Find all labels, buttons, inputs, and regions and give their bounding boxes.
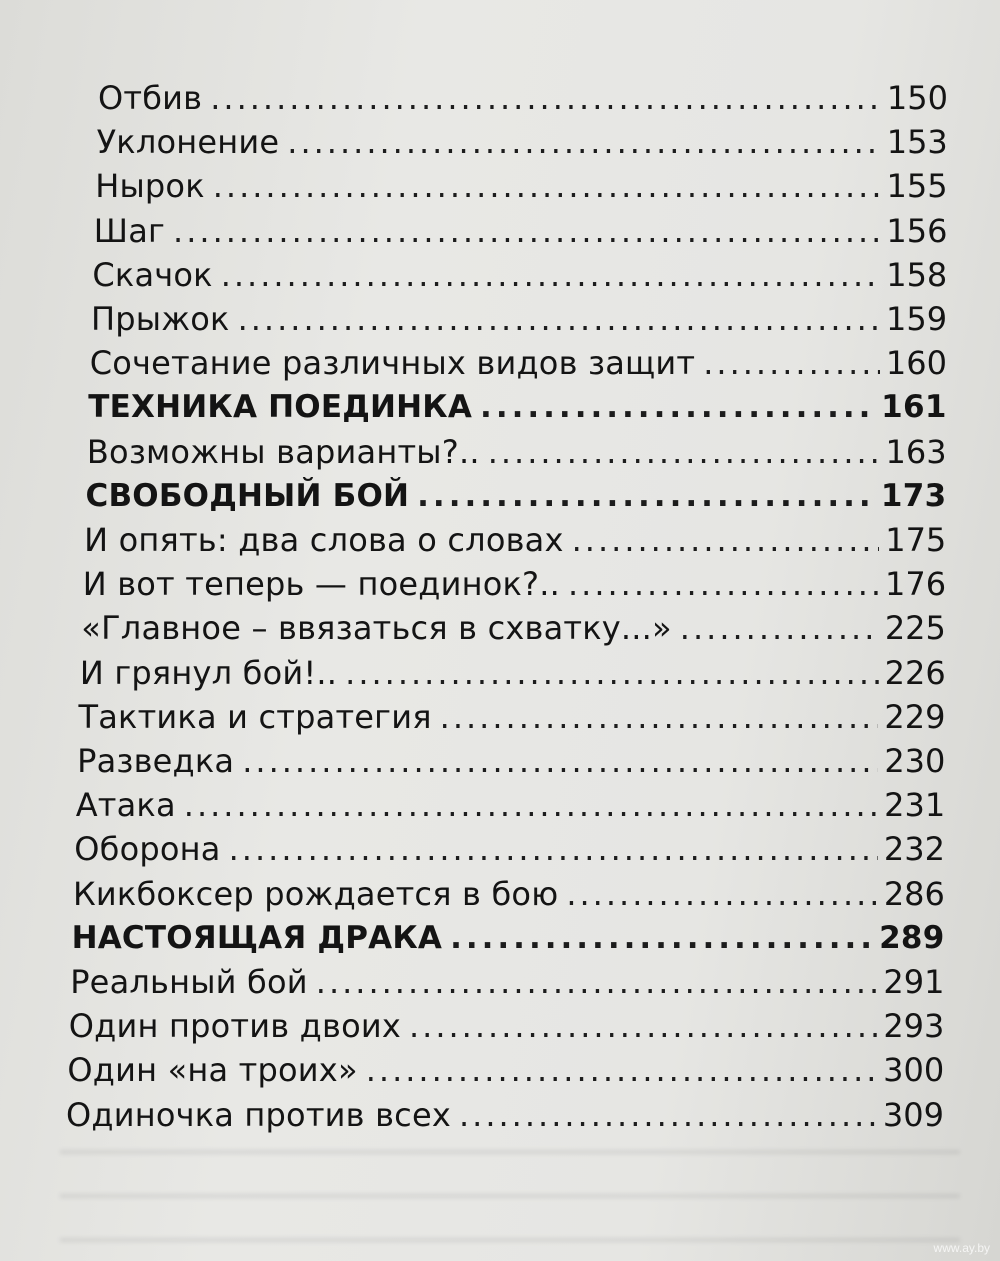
- toc-entry: [81, 606, 946, 650]
- toc-entry: [84, 518, 946, 562]
- toc-entry-page-number: 159: [886, 300, 948, 338]
- show-through-text: [60, 1120, 960, 1260]
- dot-leader: [572, 518, 880, 562]
- dot-leader: [345, 651, 878, 695]
- toc-entry-title: Скачок: [92, 255, 213, 294]
- toc-entry-page-number: 163: [885, 432, 947, 471]
- dot-leader: [184, 783, 878, 827]
- toc-entry: [79, 695, 946, 739]
- dot-leader: [366, 1048, 877, 1092]
- dot-leader: [173, 209, 880, 253]
- dot-leader: [210, 76, 881, 120]
- dot-leader: [488, 430, 880, 474]
- toc-entry-page-number: 226: [884, 653, 946, 692]
- toc-entry-title: Сочетание различных видов защит: [89, 344, 696, 383]
- dot-leader: [703, 341, 880, 385]
- toc-entry-title: СВОБОДНЫЙ БОЙ: [85, 477, 410, 514]
- toc-entry: [91, 297, 947, 341]
- toc-entry: [95, 164, 947, 208]
- dot-leader: [480, 385, 875, 429]
- toc-entry: [74, 827, 945, 871]
- toc-entry: [92, 253, 947, 297]
- toc-entry-page-number: 293: [883, 1007, 945, 1046]
- toc-entry: [76, 783, 946, 827]
- toc-entry: [87, 430, 947, 474]
- dot-leader: [229, 827, 878, 871]
- dot-leader: [440, 695, 879, 739]
- toc-entry-page-number: 229: [884, 697, 946, 736]
- toc-entry-title: Одиночка против всех: [66, 1095, 451, 1134]
- toc-entry: [98, 76, 948, 120]
- toc-entry-page-number: 153: [886, 123, 948, 162]
- toc-entry-page-number: 230: [884, 742, 946, 780]
- toc-entry: [77, 739, 945, 783]
- toc-entry-page-number: 291: [883, 963, 945, 1001]
- dot-leader: [316, 960, 878, 1004]
- toc-entry-page-number: 160: [885, 344, 947, 383]
- dot-leader: [213, 164, 881, 208]
- dot-leader: [221, 253, 881, 297]
- dot-leader: [568, 562, 879, 606]
- toc-entry-title: И вот теперь — поединок?..: [82, 565, 560, 604]
- toc-entry-page-number: 155: [886, 167, 948, 206]
- toc-entry-title: И опять: два слова о словах: [84, 521, 564, 559]
- toc-entry-page-number: 309: [882, 1095, 944, 1134]
- toc-entry-title: Атака: [75, 786, 176, 825]
- toc-entry-title: Нырок: [95, 167, 205, 206]
- toc-entry: [67, 1048, 944, 1092]
- dot-leader: [417, 474, 875, 518]
- toc-entry-page-number: 175: [885, 521, 947, 559]
- dot-leader: [450, 916, 873, 960]
- toc-entry-page-number: 300: [883, 1051, 945, 1090]
- toc-section-entry: [88, 385, 947, 429]
- toc-entry-title: «Главное – ввязаться в схватку...»: [81, 609, 672, 648]
- toc-entry-title: НАСТОЯЩАЯ ДРАКА: [71, 919, 443, 956]
- toc-section-entry: [72, 916, 945, 960]
- toc-section-entry: [86, 474, 947, 518]
- toc-entry-title: Шаг: [93, 211, 166, 250]
- dot-leader: [566, 872, 877, 916]
- toc-entry-title: Реальный бой: [70, 963, 308, 1001]
- dot-leader: [680, 606, 879, 650]
- toc-entry-title: Возможны варианты?..: [86, 432, 480, 471]
- toc-entry-page-number: 286: [883, 874, 945, 913]
- toc-entry: [90, 341, 947, 385]
- toc-entry-title: Прыжок: [91, 300, 230, 338]
- toc-entry: [69, 1004, 945, 1048]
- toc-entry: [70, 960, 944, 1004]
- toc-entry-page-number: 232: [883, 830, 945, 869]
- toc-entry-page-number: 156: [886, 211, 948, 250]
- toc-entry-title: ТЕХНИКА ПОЕДИНКА: [88, 389, 473, 426]
- toc-entry-page-number: 231: [884, 786, 946, 825]
- toc-entry-page-number: 161: [881, 389, 947, 426]
- dot-leader: [409, 1004, 877, 1048]
- toc-entry-title: Один «на троих»: [67, 1051, 358, 1090]
- toc-entry: [73, 872, 945, 916]
- toc-entry-title: Отбив: [98, 79, 203, 117]
- dot-leader: [238, 297, 880, 341]
- toc-entry-title: Уклонение: [96, 123, 280, 162]
- toc-entry-page-number: 289: [879, 919, 945, 956]
- dot-leader: [287, 120, 880, 164]
- watermark: www.ay.by: [933, 1241, 990, 1255]
- toc-entry-title: Кикбоксер рождается в бою: [73, 874, 559, 913]
- toc-entry-title: И грянул бой!..: [79, 653, 338, 692]
- toc-entry: [94, 209, 948, 253]
- toc-entry-title: Тактика и стратегия: [78, 697, 432, 736]
- toc-entry-title: Оборона: [74, 830, 221, 869]
- dot-leader: [242, 739, 878, 783]
- toc-entry-title: Один против двоих: [68, 1007, 401, 1046]
- toc-entry-page-number: 225: [884, 609, 946, 648]
- toc-entry: [83, 562, 946, 606]
- toc-entry-page-number: 173: [880, 477, 947, 514]
- toc-entry-page-number: 150: [886, 79, 948, 117]
- toc-entry: [97, 120, 948, 164]
- toc-entry: [80, 651, 946, 695]
- toc-entry-page-number: 176: [885, 565, 947, 604]
- toc-entry-page-number: 158: [886, 255, 948, 294]
- toc-entry-title: Разведка: [77, 742, 235, 780]
